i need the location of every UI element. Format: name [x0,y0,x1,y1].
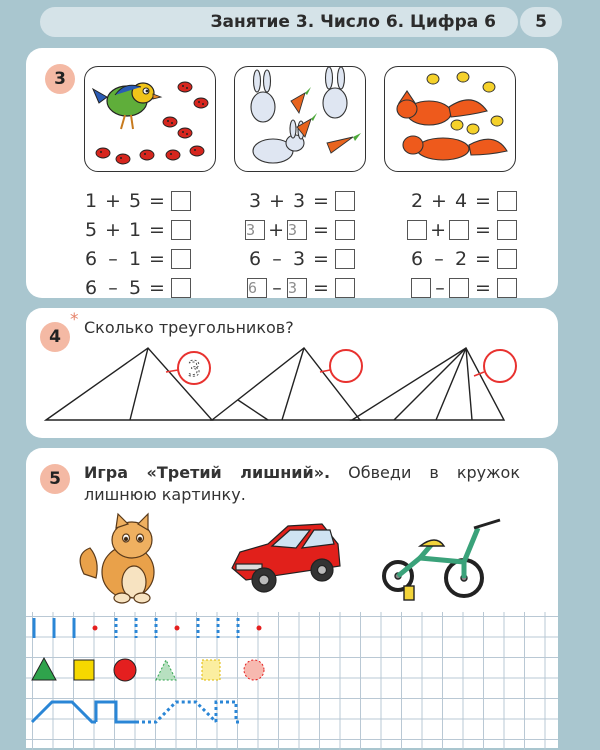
answer-box[interactable] [171,249,191,269]
answer-box[interactable] [335,220,355,240]
answer-box[interactable] [335,278,355,298]
lesson-title-bar [40,7,518,37]
equations-column-2 [208,186,358,302]
equation-row: 2 + 4 = [370,186,520,215]
answer-circle[interactable] [330,350,362,382]
task5-instruction: Обведи в кружок лишнюю картинку. [84,463,521,504]
triangles-figures [26,336,558,436]
task5-title: Игра «Третий лишний». [84,463,331,482]
answer-box[interactable] [171,278,191,298]
yellow-square-icon [74,660,94,680]
cat-picture[interactable] [76,514,186,604]
challenge-star: * [70,310,79,330]
equation-row: + = [370,215,520,244]
traced-digit-box[interactable]: 3 [287,278,307,298]
answer-box[interactable] [171,220,191,240]
rabbits-and-carrots-illustration [235,67,366,172]
answer-box[interactable] [171,191,191,211]
cat-icon [80,514,154,603]
answer-box[interactable] [497,191,517,211]
task5-instructions [84,462,520,506]
blank-number-box[interactable] [407,220,427,240]
green-triangle-icon [32,658,56,680]
pattern-exercises [26,610,558,750]
answer-circle[interactable] [484,350,516,382]
answer-box[interactable] [497,249,517,269]
task4-question: Сколько треугольников? [84,318,294,337]
tricycle-picture[interactable] [380,514,510,604]
task3-number-badge: 3 [45,64,75,94]
equation-row: 1 + 5 = [44,186,194,215]
tricycle-icon [384,520,500,600]
picture-rabbits-carrots [234,66,366,172]
equations-column-3 [370,186,520,302]
blank-number-box[interactable] [411,278,431,298]
answer-box[interactable] [497,278,517,298]
equation-row: 6 – 2 = [370,244,520,273]
page-number: 5 [520,7,562,37]
bars-and-dots-pattern [34,618,262,638]
task5-number-badge: 5 [40,464,70,494]
red-circle-icon [114,659,136,681]
blank-number-box[interactable] [449,278,469,298]
car-picture[interactable] [226,518,346,598]
blank-number-box[interactable] [449,220,469,240]
dashed-triangle-icon [156,660,176,680]
car-icon [232,524,340,592]
answer-box[interactable] [335,191,355,211]
sample-answer: 3 [187,357,201,381]
lesson-title: Занятие 3. Число 6. Цифра 6 [210,12,496,32]
fox-and-chicks-illustration [385,67,516,172]
equation-row: 5 + 1 = [44,215,194,244]
bird-and-ladybugs-illustration [85,67,216,172]
equation-row: 6 – 1 = [44,244,194,273]
equation-row: 6 – 3 = [208,273,358,302]
zigzag-pattern [32,702,240,722]
traced-digit-box[interactable]: 3 [245,220,265,240]
triangle-figure-3 [352,348,504,420]
picture-bird-ladybugs [84,66,216,172]
equation-row: 6 – 3 = [208,244,358,273]
answer-box[interactable] [335,249,355,269]
dashed-square-icon [202,660,220,680]
dashed-circle-icon [244,660,264,680]
equations-column-1 [44,186,194,302]
shapes-pattern [32,658,264,681]
equation-row: 3 + 3 = [208,186,358,215]
equation-row: – = [370,273,520,302]
picture-fox-chicks [384,66,516,172]
equation-row: 6 – 5 = [44,273,194,302]
traced-digit-box[interactable]: 6 [247,278,267,298]
bird-icon [93,83,161,129]
traced-digit-box[interactable]: 3 [287,220,307,240]
answer-box[interactable] [497,220,517,240]
task4-number-badge: 4 [40,322,70,352]
equation-row: 3 + 3 = [208,215,358,244]
